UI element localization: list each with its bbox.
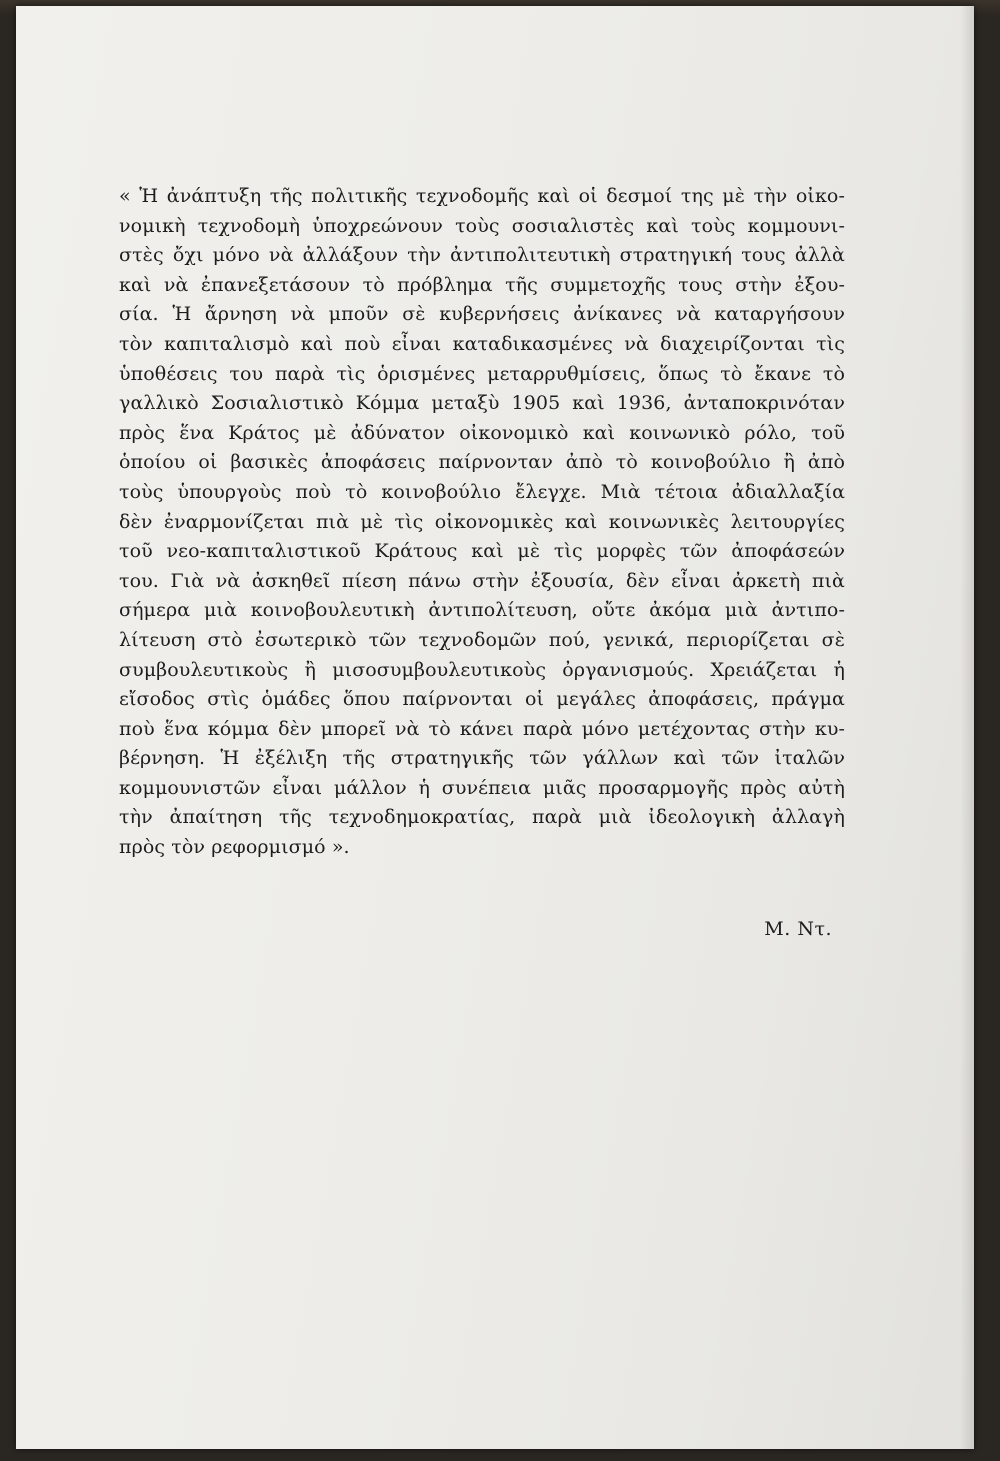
quote-line: νομικὴ τεχνοδομὴ ὑποχρεώνουν τοὺς σοσιαλιστὲς καὶ τοὺς κομμουνι- xyxy=(119,214,845,237)
quote-line: τοῦ νεο-καπιταλιστικοῦ Κράτους καὶ μὲ τὶς μορφὲς τῶν ἀποφάσεών xyxy=(119,540,845,563)
quote-line: βέρνηση. Ἡ ἐξέλιξη τῆς στρατηγικῆς τῶν γάλλων καὶ τῶν ἰταλῶν xyxy=(119,747,845,770)
quote-line: λίτευση στὸ ἐσωτερικὸ τῶν τεχνοδομῶν πού, γενικά, περιορίζεται σὲ xyxy=(119,628,845,651)
quote-line: « Ἡ ἀνάπτυξη τῆς πολιτικῆς τεχνοδομῆς καὶ οἱ δεσμοί της μὲ τὴν οἰκο- xyxy=(119,185,845,207)
quote-line: στὲς ὄχι μόνο νὰ ἀλλάξουν τὴν ἀντιπολιτευτικὴ στρατηγική τους ἀλλὰ xyxy=(119,244,845,267)
quote-line: του. Γιὰ νὰ ἀσκηθεῖ πίεση πάνω στὴν ἐξουσία, δὲν εἶναι ἀρκετὴ πιὰ xyxy=(119,569,845,592)
quote-line: καὶ νὰ ἐπανεξετάσουν τὸ πρόβλημα τῆς συμμετοχῆς τους στὴν ἐξου- xyxy=(119,273,845,296)
book-back-cover xyxy=(16,6,974,1449)
quote-line: σήμερα μιὰ κοινοβουλευτικὴ ἀντιπολίτευση, οὔτε ἀκόμα μιὰ ἀντιπο- xyxy=(119,599,845,622)
author-signature: Μ. Ντ. xyxy=(764,918,832,940)
quote-line: δὲν ἐναρμονίζεται πιὰ μὲ τὶς οἰκονομικὲς καὶ κοινωνικὲς λειτουργίες xyxy=(119,510,845,533)
quote-line: ὁποίου οἱ βασικὲς ἀποφάσεις παίρνονταν ἀπὸ τὸ κοινοβούλιο ἢ ἀπὸ xyxy=(119,451,845,474)
quote-line: κομμουνιστῶν εἶναι μάλλον ἡ συνέπεια μιᾶς προσαρμογῆς πρὸς αὐτὴ xyxy=(119,776,845,799)
quote-line: σία. Ἡ ἄρνηση νὰ μποῦν σὲ κυβερνήσεις ἀνίκανες νὰ καταργήσουν xyxy=(119,303,845,326)
quote-line: γαλλικὸ Σοσιαλιστικὸ Κόμμα μεταξὺ 1905 καὶ 1936, ἀνταποκρινόταν xyxy=(119,392,845,415)
quote-line: πρὸς τὸν ρεφορμισμό ». xyxy=(119,836,350,859)
quote-line: ὑποθέσεις του παρὰ τὶς ὁρισμένες μεταρρυθμίσεις, ὅπως τὸ ἔκανε τὸ xyxy=(119,362,845,385)
quote-text-block xyxy=(119,182,845,863)
quote-line: τοὺς ὑπουργοὺς ποὺ τὸ κοινοβούλιο ἔλεγχε. Μιὰ τέτοια ἀδιαλλαξία xyxy=(119,480,845,503)
quote-line: τὴν ἀπαίτηση τῆς τεχνοδημοκρατίας, παρὰ μιὰ ἰδεολογικὴ ἀλλαγὴ xyxy=(119,806,845,829)
quote-line: τὸν καπιταλισμὸ καὶ ποὺ εἶναι καταδικασμένες νὰ διαχειρίζονται τὶς xyxy=(119,332,845,355)
quote-line: συμβουλευτικοὺς ἢ μισοσυμβουλευτικοὺς ὀργανισμούς. Χρειάζεται ἡ xyxy=(119,658,845,681)
quote-line: εἴσοδος στὶς ὁμάδες ὅπου παίρνονται οἱ μεγάλες ἀποφάσεις, πράγμα xyxy=(119,688,845,711)
quote-line: ποὺ ἕνα κόμμα δὲν μπορεῖ νὰ τὸ κάνει παρὰ μόνο μετέχοντας στὴν κυ- xyxy=(119,717,845,740)
quote-line: πρὸς ἕνα Κράτος μὲ ἀδύνατον οἰκονομικὸ καὶ κοινωνικὸ ρόλο, τοῦ xyxy=(119,421,845,444)
cover-edge-shadow xyxy=(960,6,974,1449)
